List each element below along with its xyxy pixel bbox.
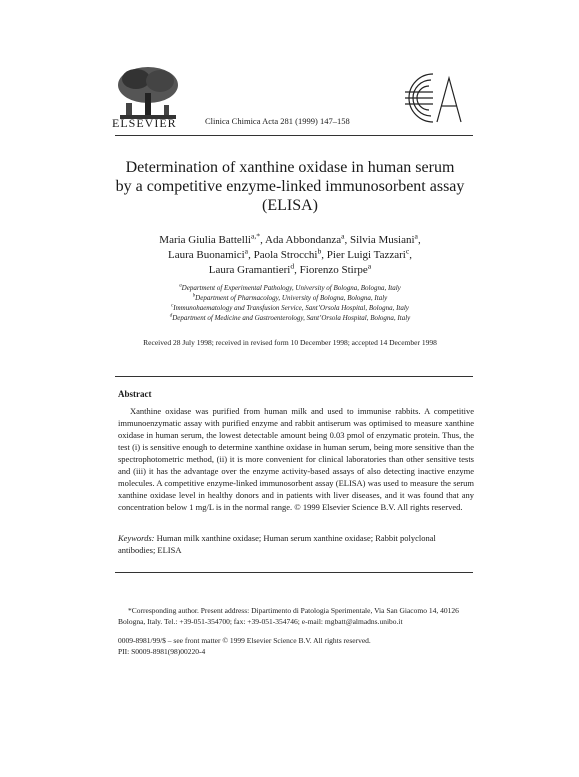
abstract-bottom-rule [115, 572, 473, 573]
affiliation: $^c$Immunohaematology and Transfusion Service, Sant’Orsola Hospital, Bologna, Italy [171, 303, 409, 312]
author-mark: a [341, 231, 345, 241]
article-title [100, 158, 480, 215]
author: Maria Giulia Battelli [159, 234, 251, 246]
keywords [118, 532, 474, 556]
corresponding-author-footnote: *Corresponding author. Present address: Dipartimento di Patologia Sperimentale, Via San Giacomo 14, 40126 Bologna, Italy. Tel.: +39-051-354700; fax: +39-051-354746; e-mail: mgbatt@almadns.unibo.it [118, 606, 459, 626]
author: Silvia Musiani [350, 234, 415, 246]
author-mark: d [290, 261, 295, 271]
author-mark: a [244, 246, 249, 256]
header-rule [115, 135, 473, 136]
issn-block [118, 636, 478, 657]
pii-line: PII: S0009-8981(98)00220-4 [118, 646, 206, 656]
keywords-text: Human milk xanthine oxidase; Human serum xanthine oxidase; Rabbit polyclonal antibodies; ELISA [118, 533, 436, 555]
author: Paola Strocchi [253, 249, 318, 261]
author-mark: a [414, 231, 418, 241]
abstract-heading: Abstract [118, 389, 152, 399]
author: Fiorenzo Stirpe [299, 264, 368, 276]
author-list: Maria Giulia Battelli$^{a,*}$, Ada Abbondanza$^a$, Silvia Musiani$^a$, Laura Buonamici$^a$, Paola Strocchi$^b$, Pier Luigi Tazzari$^c$, Laura Gramantieri$^d$, Fiorenzo Stirpe$^a$ [159, 231, 421, 276]
abstract-body: Xanthine oxidase was purified from human milk and used to immunise rabbits. A competitive immunoenzymatic assay with purified enzyme and rabbit antiserum was optimised to measure xanthine oxidase in human serum, the lowest detectable amount being 0.03 pmol of enzymatic protein. Thus, the test (i) is sensitive enough to determine xanthine oxidase in human serum, being more sensitive than the spectrophotometric method, (ii) it is more convenient for clinical laboratories than other sensitive tests and (iii) it has the advantage over the enzyme activity-based assays of also detecting inactive enzyme molecules. A competitive enzyme-linked immunosorbent assay (ELISA) was used to measure the serum xanthine oxidase level in healthy donors and in patients with liver diseases, and it was found that any concentration below 1 mg/L is in the normal range. © 1999 Elsevier Science B.V. All rights reserved. [118, 406, 474, 512]
publisher-name: ELSEVIER [112, 116, 177, 130]
affiliation: $^b$Department of Pharmacology, University of Bologna, Bologna, Italy [192, 293, 388, 302]
title-line: Determination of xanthine oxidase in human serum [125, 159, 455, 176]
affiliations [110, 283, 470, 323]
title-line: (ELISA) [262, 197, 318, 214]
author-mark: c [405, 246, 410, 256]
author: Ada Abbondanza [265, 234, 342, 246]
keywords-label: Keywords: [118, 533, 155, 543]
journal-logo [403, 68, 463, 128]
title-line: by a competitive enzyme-linked immunosorbent assay [115, 178, 465, 195]
issn-line: 0009-8981/99/$ – see front matter © 1999 Elsevier Science B.V. All rights reserved. [118, 636, 371, 645]
author: Laura Buonamici [167, 249, 245, 261]
author-mark: a,* [250, 231, 261, 241]
author: Pier Luigi Tazzari [326, 249, 406, 261]
abstract-top-rule [115, 376, 473, 377]
author-mark: a [367, 261, 372, 271]
affiliation: $^d$Department of Medicine and Gastroenterology, Sant’Orsola Hospital, Bologna, Italy [169, 313, 411, 322]
author-mark: b [317, 246, 322, 256]
journal-citation: Clinica Chimica Acta 281 (1999) 147–158 [205, 116, 350, 126]
received-dates: Received 28 July 1998; received in revised form 10 December 1998; accepted 14 December 1998 [143, 338, 437, 347]
author: Laura Gramantieri [208, 264, 291, 276]
affiliation: $^a$Department of Experimental Pathology, University of Bologna, Bologna, Italy [179, 283, 401, 292]
